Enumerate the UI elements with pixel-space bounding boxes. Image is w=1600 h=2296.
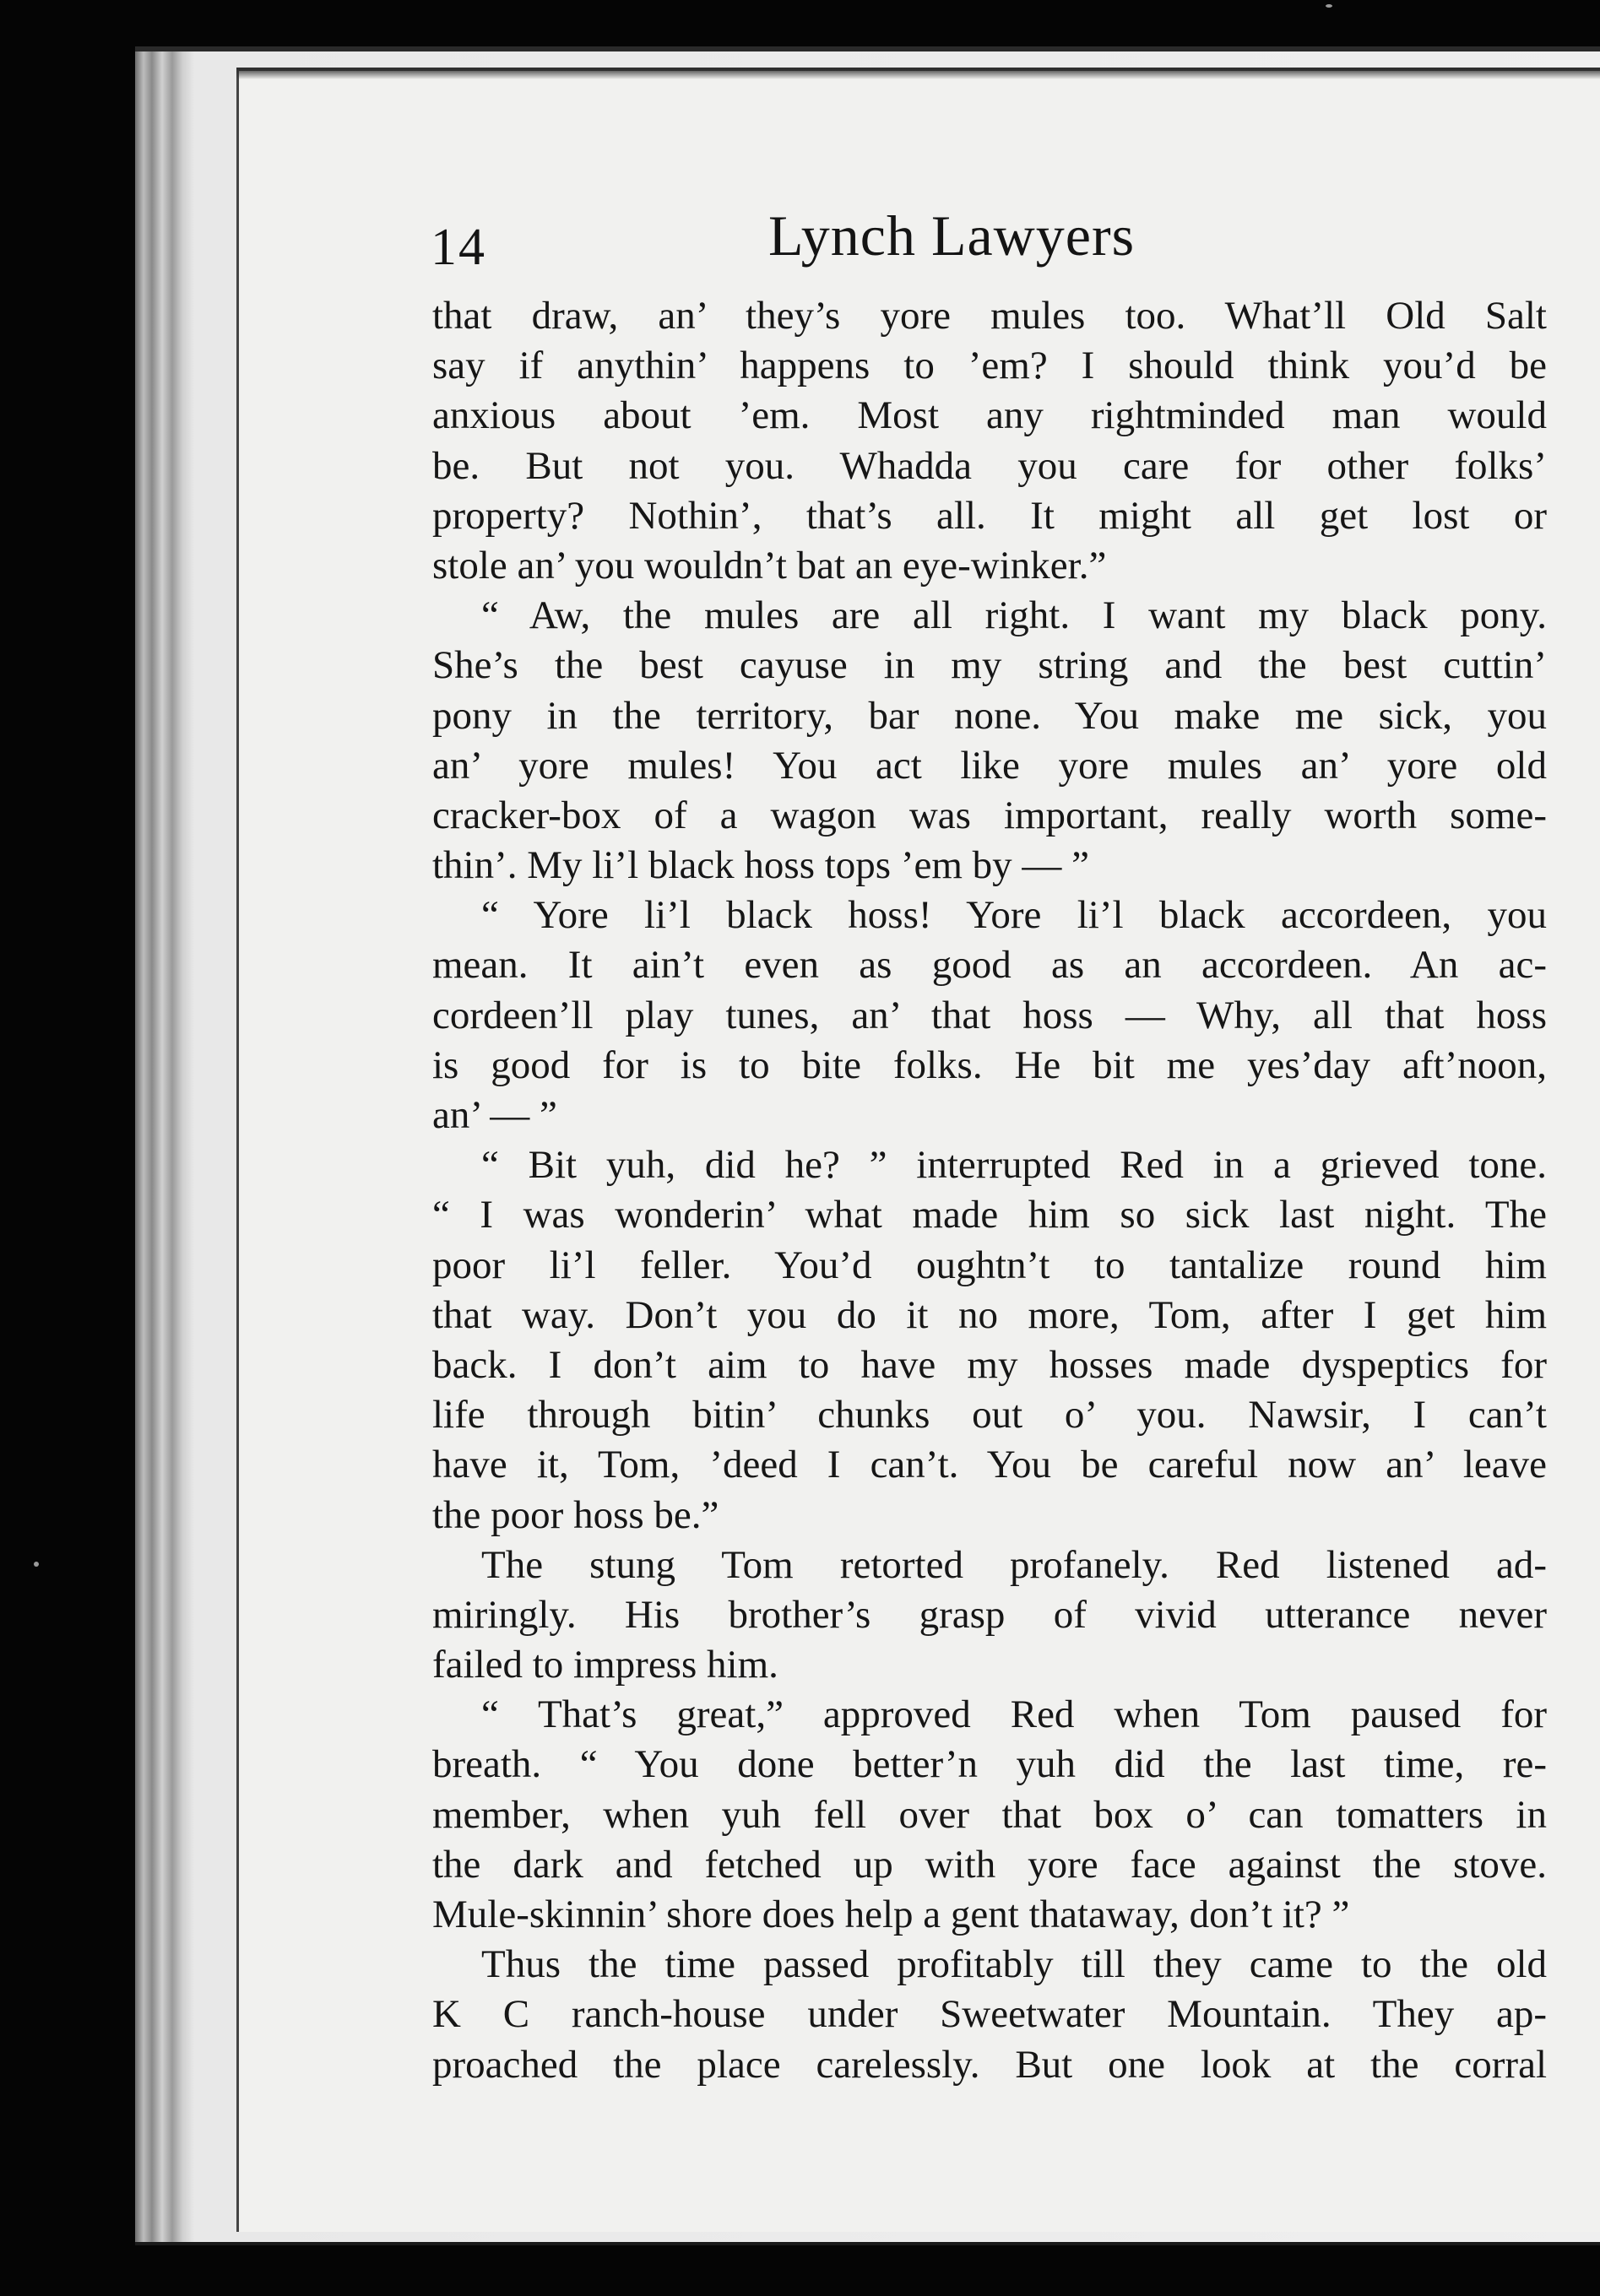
body-text xyxy=(432,291,1547,2090)
text-line: failed to impress him. xyxy=(432,1643,778,1687)
text-line: K C ranch-house under Sweetwater Mountain. They ap- xyxy=(432,1992,1547,2037)
text-line: the dark and fetched up with yore face against the stove. xyxy=(432,1842,1547,1887)
text-line: poor li’l feller. You’d oughtn’t to tantalize round him xyxy=(432,1243,1547,1287)
text-line: cracker-box of a wagon was important, really worth some- xyxy=(432,793,1547,837)
text-line: “ That’s great,” approved Red when Tom paused for xyxy=(481,1692,1547,1737)
text-line: proached the place carelessly. But one look at the corral xyxy=(432,2042,1547,2087)
text-line: “ Yore li’l black hoss! Yore li’l black accordeen, you xyxy=(481,893,1547,938)
text-line: miringly. His brother’s grasp of vivid utterance never xyxy=(432,1592,1547,1637)
text-line: Thus the time passed profitably till they came to the old xyxy=(481,1942,1547,1987)
text-line: Mule-skinnin’ shore does help a gent thataway, don’t it? ” xyxy=(432,1893,1350,1936)
text-line: an’ yore mules! You act like yore mules an’ yore old xyxy=(432,743,1547,788)
text-line: cordeen’ll play tunes, an’ that hoss — Why, all that hoss xyxy=(432,993,1547,1037)
text-line: property? Nothin’, that’s all. It might all get lost or xyxy=(432,493,1547,538)
text-line: anxious about ’em. Most any rightminded man would xyxy=(432,393,1547,438)
running-head xyxy=(431,203,1545,279)
text-line: that draw, an’ they’s yore mules too. What’ll Old Salt xyxy=(432,294,1547,338)
text-line: the poor hoss be.” xyxy=(432,1492,719,1537)
text-line: an’ — ” xyxy=(432,1093,557,1137)
text-line: stole an’ you wouldn’t bat an eye-winker.” xyxy=(432,543,1107,588)
running-title: Lynch Lawyers xyxy=(768,203,1136,268)
page-number: 14 xyxy=(431,219,486,276)
text-line: thin’. My li’l black hoss tops ’em by — ” xyxy=(432,843,1090,888)
scan-speck xyxy=(34,1562,39,1567)
text-line: is good for is to bite folks. He bit me yes’day aft’noon, xyxy=(432,1042,1547,1087)
text-line: breath. “ You done better’n yuh did the last time, re- xyxy=(432,1742,1547,1787)
text-line: that way. Don’t you do it no more, Tom, after I get him xyxy=(432,1292,1547,1337)
text-line: mean. It ain’t even as good as an accordeen. An ac- xyxy=(432,943,1547,988)
text-line: have it, Tom, ’deed I can’t. You be careful now an’ leave xyxy=(432,1443,1547,1487)
text-line: “ Aw, the mules are all right. I want my black pony. xyxy=(481,593,1547,638)
scan-speck xyxy=(1326,4,1332,8)
text-line: life through bitin’ chunks out o’ you. Nawsir, I can’t xyxy=(432,1393,1547,1438)
text-line: She’s the best cayuse in my string and the best cuttin’ xyxy=(432,643,1547,688)
page-top-shadow xyxy=(236,68,1600,79)
text-line: “ I was wonderin’ what made him so sick last night. The xyxy=(432,1193,1547,1237)
text-line: pony in the territory, bar none. You make me sick, you xyxy=(432,693,1547,738)
text-line: The stung Tom retorted profanely. Red listened ad- xyxy=(481,1542,1547,1587)
text-line: member, when yuh fell over that box o’ can tomatters in xyxy=(432,1792,1547,1837)
text-line: say if anythin’ happens to ’em? I should think you’d be xyxy=(432,344,1547,388)
text-line: back. I don’t aim to have my hosses made dyspeptics for xyxy=(432,1342,1547,1387)
text-line: “ Bit yuh, did he? ” interrupted Red in a grieved tone. xyxy=(481,1143,1547,1188)
text-line: be. But not you. Whadda you care for other folks’ xyxy=(432,443,1547,488)
